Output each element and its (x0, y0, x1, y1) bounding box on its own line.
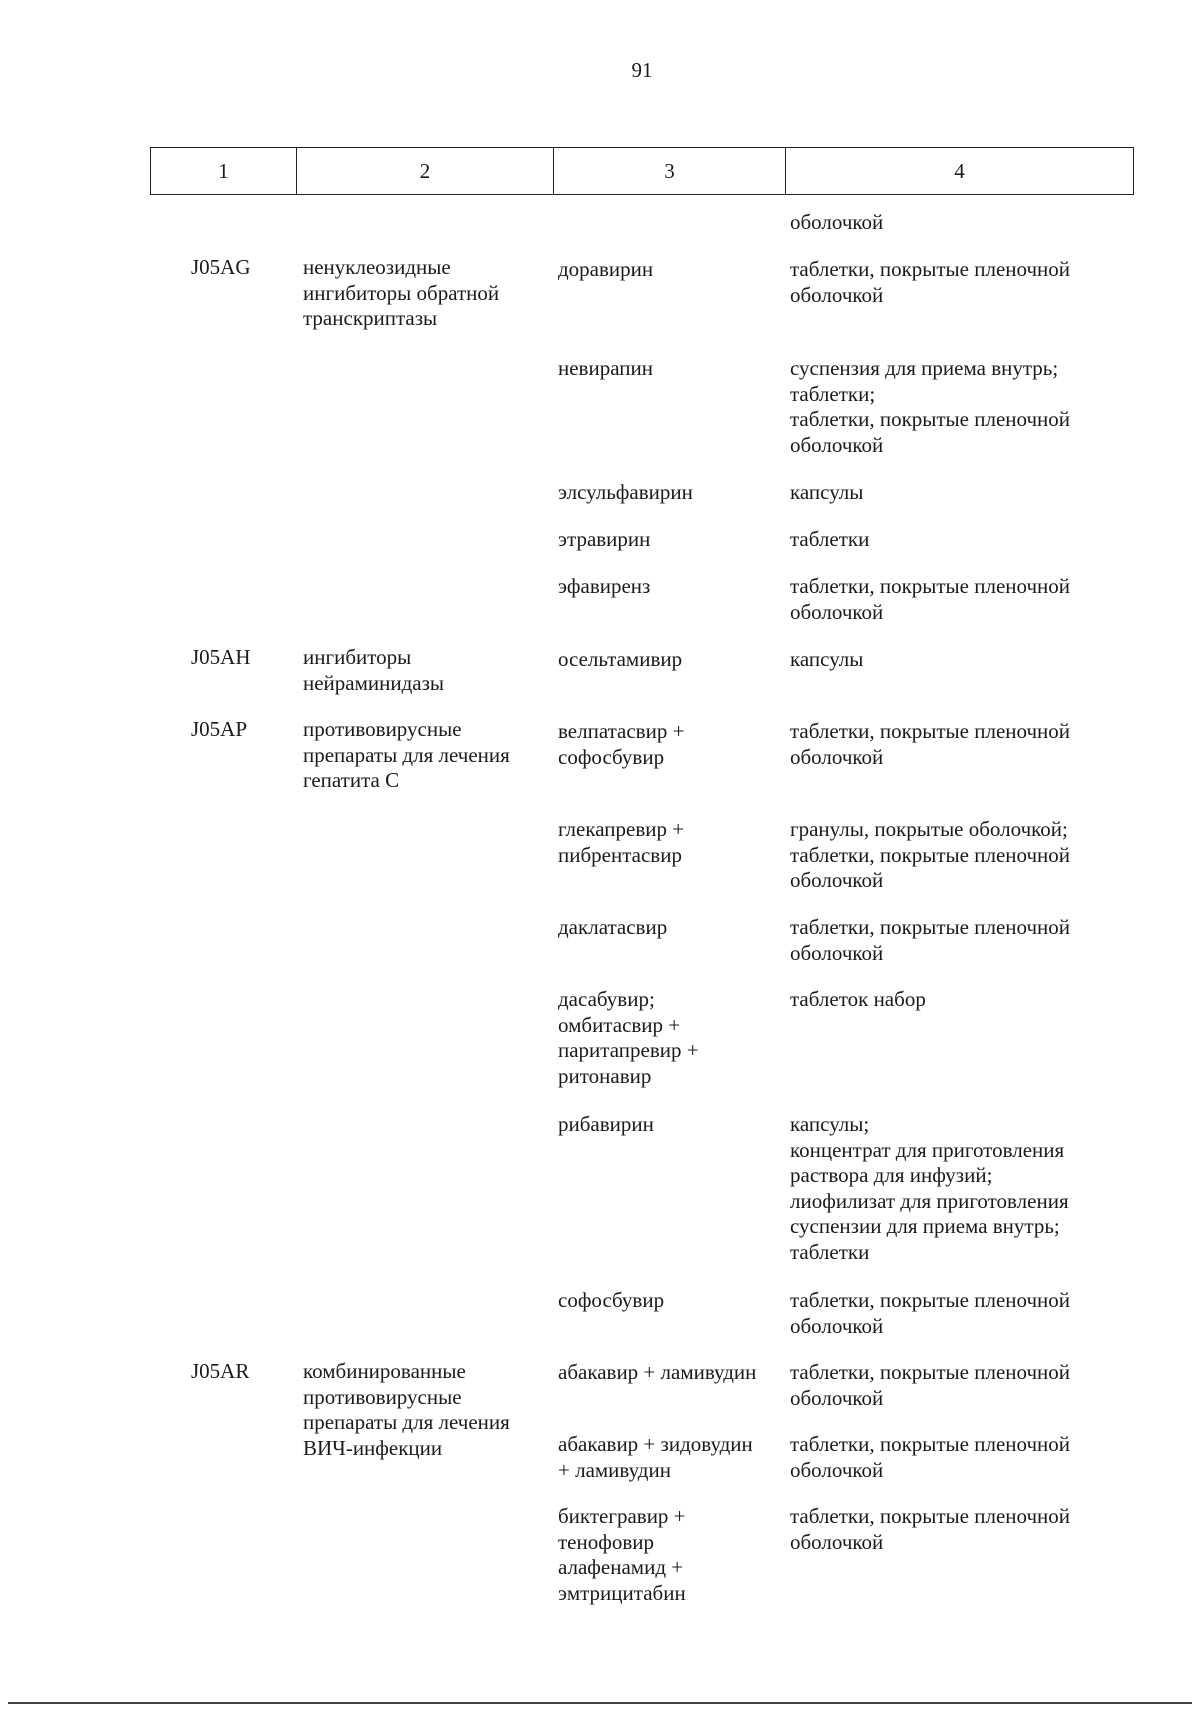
dosage-form: таблетки, покрытые пленочной оболочкой (790, 1360, 1071, 1410)
drug-name: абакавир + ламивудин (558, 1360, 757, 1384)
drug-name: софосбувир (558, 1288, 665, 1312)
header-col-4: 4 (954, 158, 965, 183)
drug-name: этравирин (558, 527, 651, 551)
drug-name: даклатасвир (558, 915, 668, 939)
drug-name: доравирин (558, 257, 654, 281)
group-code: J05AR (191, 1359, 250, 1383)
drug-name: элсульфавирин (558, 480, 693, 504)
header-col-1: 1 (151, 148, 297, 194)
dosage-form: таблетки, покрытые пленочной оболочкой (790, 257, 1071, 307)
continuation-text: оболочкой (790, 210, 884, 234)
group-name: ненуклеозидные ингибиторы обратной транскриптазы (303, 255, 500, 330)
scan-bottom-edge (8, 1702, 1192, 1704)
header-col-2: 2 (297, 148, 554, 194)
page-number: 91 (631, 58, 653, 82)
dosage-form: таблетки, покрытые пленочной оболочкой (790, 719, 1071, 769)
dosage-form: таблетки, покрытые пленочной оболочкой (790, 1288, 1071, 1338)
dosage-form: таблетки, покрытые пленочной оболочкой (790, 574, 1071, 624)
drug-name: осельтамивир (558, 647, 683, 671)
dosage-form: капсулы (790, 480, 864, 504)
group-code: J05AH (191, 645, 251, 669)
dosage-form: суспензия для приема внутрь; таблетки; таблетки, покрытые пленочной оболочкой (790, 356, 1071, 457)
dosage-form: капсулы (790, 647, 864, 671)
dosage-form: таблеток набор (790, 987, 926, 1011)
dosage-form: таблетки, покрытые пленочной оболочкой (790, 915, 1071, 965)
drug-name: велпатасвир + софосбувир (558, 719, 685, 769)
group-name: комбинированные противовирусные препараты для лечения ВИЧ-инфекции (303, 1359, 510, 1460)
drug-name: невирапин (558, 356, 653, 380)
dosage-form: таблетки, покрытые пленочной оболочкой (790, 1432, 1071, 1482)
group-name: противовирусные препараты для лечения гепатита С (303, 717, 510, 792)
dosage-form: таблетки, покрытые пленочной оболочкой (790, 1504, 1071, 1554)
drug-name: эфавиренз (558, 574, 651, 598)
group-code: J05AP (191, 717, 248, 741)
dosage-form: гранулы, покрытые оболочкой; таблетки, покрытые пленочной оболочкой (790, 817, 1071, 892)
drug-name: абакавир + зидовудин + ламивудин (558, 1432, 753, 1482)
drug-name: глекапревир + пибрентасвир (558, 817, 685, 867)
dosage-form: таблетки (790, 527, 870, 551)
group-code: J05AG (191, 255, 251, 279)
table-header-row (150, 147, 1134, 195)
header-col-3: 3 (554, 148, 786, 194)
drug-name: дасабувир; омбитасвир + паритапревир + ритонавир (558, 987, 699, 1088)
drug-name: рибавирин (558, 1112, 654, 1136)
dosage-form: капсулы; концентрат для приготовления раствора для инфузий; лиофилизат для приготовления суспензии для приема внутрь; таблетки (790, 1112, 1069, 1264)
drug-name: биктегравир + тенофовир алафенамид + эмтрицитабин (558, 1504, 686, 1605)
group-name: ингибиторы нейраминидазы (303, 645, 445, 695)
